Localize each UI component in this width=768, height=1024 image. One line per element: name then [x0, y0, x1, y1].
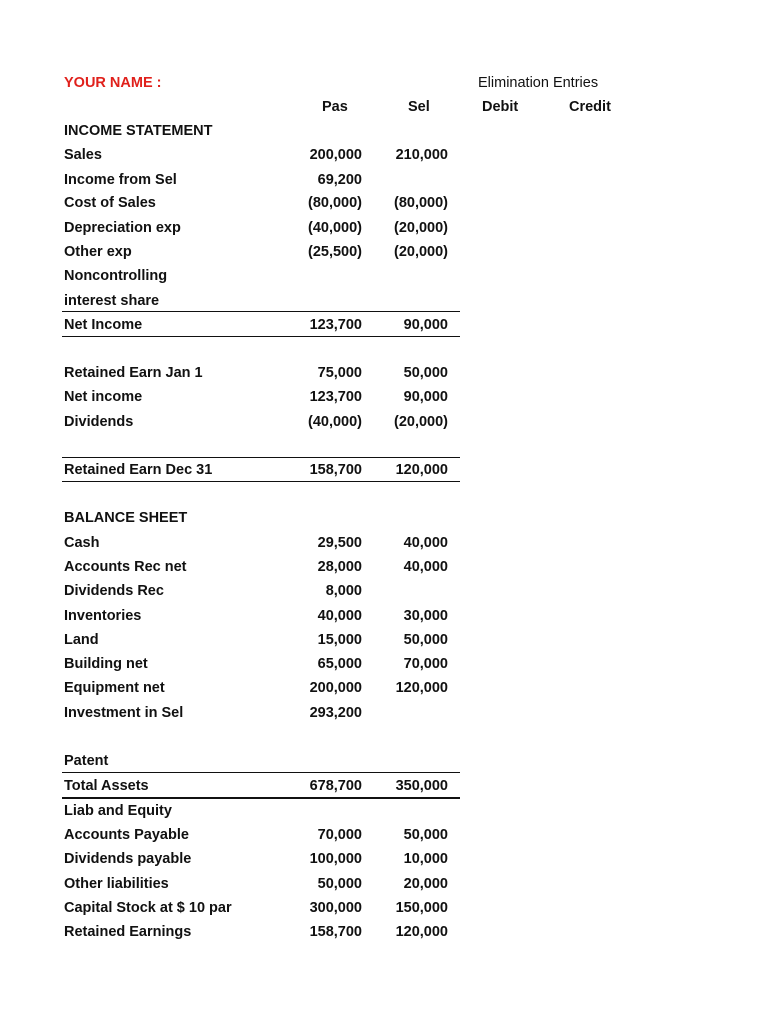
row-label: interest share: [64, 293, 160, 309]
pas-value: 300,000: [309, 900, 362, 916]
row-label: Other exp: [64, 244, 132, 260]
elimination-entries-title: Elimination Entries: [478, 75, 599, 91]
liab-equity-heading: Liab and Equity: [64, 803, 172, 819]
retained-earn-dec31-sel: 120,000: [395, 462, 448, 478]
pas-value: 69,200: [317, 172, 362, 188]
your-name-label: YOUR NAME :: [64, 75, 162, 91]
row-label: Depreciation exp: [64, 220, 181, 236]
pas-value: 123,700: [309, 389, 362, 405]
row-label: Cash: [64, 535, 100, 551]
pas-value: (80,000): [307, 195, 362, 211]
sel-value: 40,000: [403, 535, 448, 551]
rule: [62, 311, 460, 312]
col-header-sel: Sel: [408, 99, 430, 115]
sel-value: 30,000: [403, 608, 448, 624]
total-assets-pas: 678,700: [309, 778, 362, 794]
row-label: Cost of Sales: [64, 195, 156, 211]
pas-value: 200,000: [309, 680, 362, 696]
income-statement-heading: INCOME STATEMENT: [64, 123, 213, 139]
pas-value: 158,700: [309, 924, 362, 940]
double-rule: [62, 797, 460, 799]
retained-earn-dec31-label: Retained Earn Dec 31: [64, 462, 213, 478]
sel-value: 150,000: [395, 900, 448, 916]
row-label: Inventories: [64, 608, 142, 624]
sel-value: 10,000: [403, 851, 448, 867]
pas-value: 293,200: [309, 705, 362, 721]
rule: [62, 481, 460, 482]
sel-value: 210,000: [395, 147, 448, 163]
row-label: Investment in Sel: [64, 705, 184, 721]
net-income-pas: 123,700: [309, 317, 362, 333]
pas-value: 75,000: [317, 365, 362, 381]
row-label: Equipment net: [64, 680, 165, 696]
row-label: Capital Stock at $ 10 par: [64, 900, 232, 916]
row-label: Other liabilities: [64, 876, 169, 892]
sel-value: 40,000: [403, 559, 448, 575]
row-label: Land: [64, 632, 99, 648]
sel-value: (80,000): [393, 195, 448, 211]
pas-value: (40,000): [307, 220, 362, 236]
net-income-label: Net Income: [64, 317, 143, 333]
sel-value: 50,000: [403, 827, 448, 843]
pas-value: 8,000: [325, 583, 362, 599]
row-label: Retained Earnings: [64, 924, 192, 940]
pas-value: 65,000: [317, 656, 362, 672]
sel-value: 120,000: [395, 924, 448, 940]
row-label: Sales: [64, 147, 102, 163]
row-label: Dividends payable: [64, 851, 192, 867]
pas-value: 40,000: [317, 608, 362, 624]
pas-value: 100,000: [309, 851, 362, 867]
total-assets-sel: 350,000: [395, 778, 448, 794]
row-label: Dividends: [64, 414, 134, 430]
col-header-debit: Debit: [482, 99, 519, 115]
pas-value: (40,000): [307, 414, 362, 430]
col-header-pas: Pas: [322, 99, 348, 115]
pas-value: 70,000: [317, 827, 362, 843]
sel-value: 20,000: [403, 876, 448, 892]
row-label: Income from Sel: [64, 172, 177, 188]
pas-value: 50,000: [317, 876, 362, 892]
sel-value: (20,000): [393, 414, 448, 430]
pas-value: 15,000: [317, 632, 362, 648]
sel-value: 50,000: [403, 365, 448, 381]
row-label: Net income: [64, 389, 143, 405]
row-label: Building net: [64, 656, 148, 672]
rule: [62, 772, 460, 773]
sel-value: 50,000: [403, 632, 448, 648]
balance-sheet-heading: BALANCE SHEET: [64, 510, 188, 526]
rule: [62, 457, 460, 458]
sel-value: (20,000): [393, 220, 448, 236]
sel-value: (20,000): [393, 244, 448, 260]
sel-value: 120,000: [395, 680, 448, 696]
rule: [62, 336, 460, 337]
sel-value: 90,000: [403, 389, 448, 405]
col-header-credit: Credit: [569, 99, 611, 115]
pas-value: (25,500): [307, 244, 362, 260]
pas-value: 200,000: [309, 147, 362, 163]
row-label: Dividends Rec: [64, 583, 164, 599]
total-assets-label: Total Assets: [64, 778, 149, 794]
row-label: Noncontrolling: [64, 268, 168, 284]
row-label: Retained Earn Jan 1: [64, 365, 203, 381]
pas-value: 28,000: [317, 559, 362, 575]
retained-earn-dec31-pas: 158,700: [309, 462, 362, 478]
row-label: Accounts Rec net: [64, 559, 187, 575]
net-income-sel: 90,000: [403, 317, 448, 333]
row-label: Accounts Payable: [64, 827, 189, 843]
patent-label: Patent: [64, 753, 109, 769]
sel-value: 70,000: [403, 656, 448, 672]
pas-value: 29,500: [317, 535, 362, 551]
